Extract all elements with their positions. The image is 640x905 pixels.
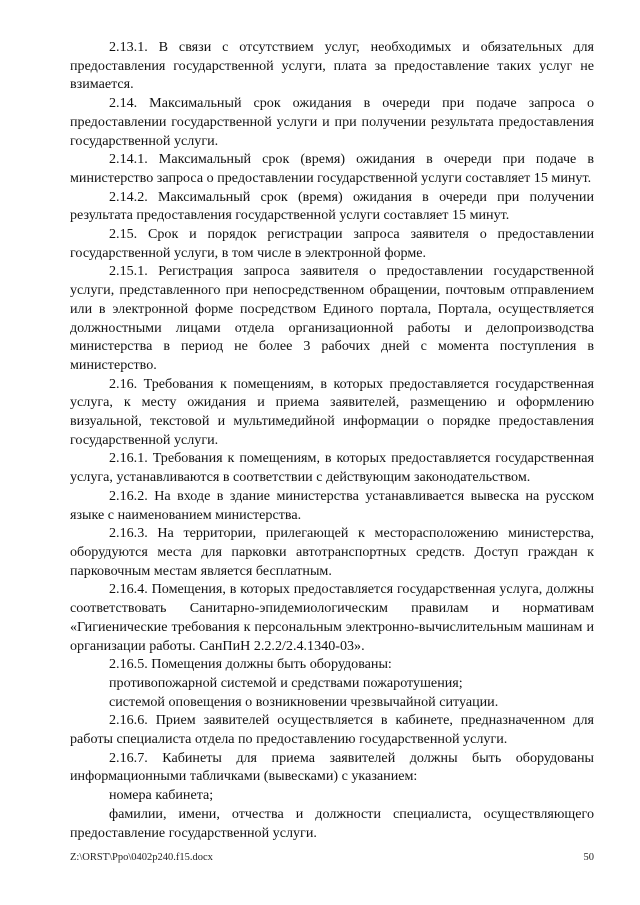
paragraph-2-15-1: 2.15.1. Регистрация запроса заявителя о предоставлении государственной услуги, представленного при непосредственном обращении, почтовым отправлением или в электронной форме посредством Единого портала, Портала, осуществляется должностными лицами отдела организационной работы и делопроизводства министерства в период не более 3 рабочих дней с момента поступления в министерство. [70,263,594,373]
paragraph-2-16-5: 2.16.5. Помещения должны быть оборудованы: [109,656,392,673]
paragraph-2-16-4: 2.16.4. Помещения, в которых предоставляется государственная услуга, должны соответствовать Санитарно-эпидемиологическим правилам и нормативам «Гигиенические требования к персональным электронно-вычислительным машинам и организации работы. СанПиН 2.2.2/2.4.1340-03». [70,581,594,654]
footer-file-path: Z:\ORST\Ppo\0402p240.f15.docx [70,852,213,863]
page-number: 50 [583,852,594,863]
paragraph-2-16-7: 2.16.7. Кабинеты для приема заявителей должны быть оборудованы информационными табличками (вывесками) с указанием: [70,749,594,785]
document-page [70,38,594,842]
paragraph-2-14-2: 2.14.2. Максимальный срок (время) ожидания в очереди при получении результата предоставления государственной услуги составляет 15 минут. [70,188,594,224]
list-item-specialist-name: фамилии, имени, отчества и должности специалиста, осуществляющего предоставление государственной услуги. [70,805,594,841]
list-item-alert-system: системой оповещения о возникновении чрезвычайной ситуации. [109,693,499,710]
paragraph-2-14-1: 2.14.1. Максимальный срок (время) ожидания в очереди при подаче в министерство запроса о предоставлении государственной услуги составляет 15 минут. [70,151,594,186]
paragraph-2-16-2: 2.16.2. На входе в здание министерства устанавливается вывеска на русском языке с наименованием министерства. [70,487,594,523]
paragraph-2-14: 2.14. Максимальный срок ожидания в очереди при подаче запроса о предоставлении государственной услуги и при получении результата предоставления государственной услуги. [70,95,594,149]
paragraph-2-16-1: 2.16.1. Требования к помещениям, в которых предоставляется государственная услуга, устанавливаются в соответствии с действующим законодательством. [70,450,594,486]
paragraph-2-13-1: 2.13.1. В связи с отсутствием услуг, необходимых и обязательных для предоставления государственной услуги, плата за предоставление таких услуг не взимается. [70,39,594,93]
paragraph-2-16-6: 2.16.6. Прием заявителей осуществляется в кабинете, предназначенном для работы специалиста отдела по предоставлению государственной услуги. [70,712,594,748]
list-item-room-number: номера кабинета; [109,787,214,804]
paragraph-2-15: 2.15. Срок и порядок регистрации запроса заявителя о предоставлении государственной услуги, в том числе в электронной форме. [70,226,594,261]
paragraph-2-16: 2.16. Требования к помещениям, в которых предоставляется государственная услуга, к месту ожидания и приема заявителей, размещению и оформлению визуальной, текстовой и мультимедийной информации о порядке предоставления государственной услуги. [70,375,594,448]
list-item-fire-system: противопожарной системой и средствами пожаротушения; [109,674,463,691]
paragraph-2-16-3: 2.16.3. На территории, прилегающей к месторасположению министерства, оборудуются места для парковки автотранспортных средств. Доступ граждан к парковочным местам является бесплатным. [70,525,594,579]
